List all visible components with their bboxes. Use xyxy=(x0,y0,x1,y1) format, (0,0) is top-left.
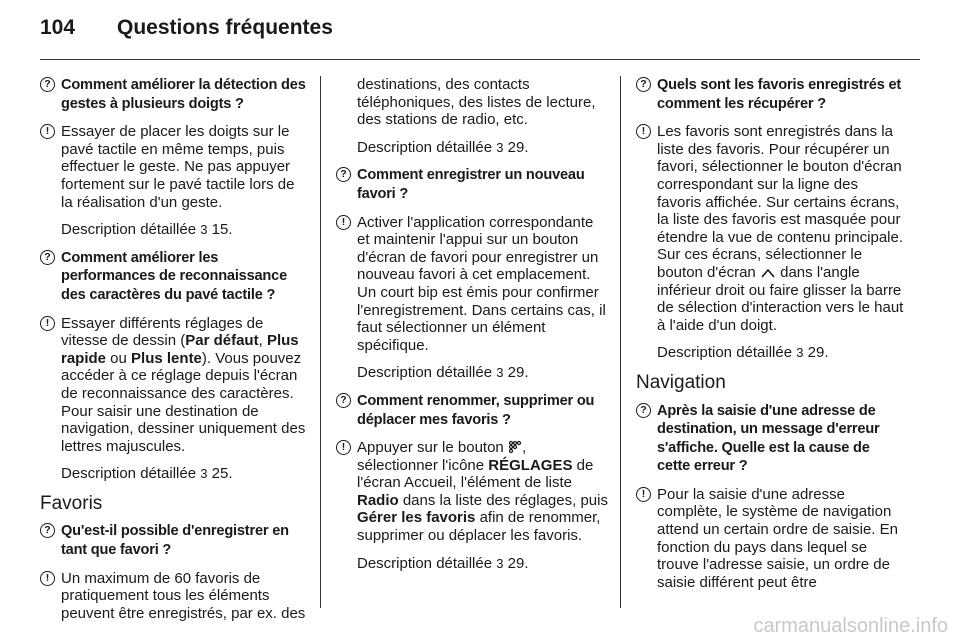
reference-arrow-icon: 3 xyxy=(496,139,504,155)
column-divider xyxy=(620,76,621,608)
column-1 xyxy=(40,76,308,632)
question-block xyxy=(40,76,308,113)
answer-text: Un maximum de 60 favoris de pratiquement tous les éléments peuvent être enregistrés, par ex. des xyxy=(61,569,306,622)
answer-block xyxy=(636,486,904,592)
answer-block: ! Appuyer sur le bouton , sélectionner l'icône RÉGLAGES de l'écran Accueil, l'élément de liste Radio dans la liste des réglages, puis Gérer les favoris afin de renommer, supprimer ou déplacer les favoris. xyxy=(336,439,608,545)
reference-arrow-icon: 3 xyxy=(796,345,804,361)
question-block xyxy=(636,402,904,476)
page-number: 104 xyxy=(40,16,76,39)
question-text: Qu'est-il possible d'enregistrer en tant que favori ? xyxy=(61,523,289,559)
detail-reference: Description détaillée 3 25. xyxy=(61,465,233,483)
column-2 xyxy=(336,76,608,582)
answer-icon: ! xyxy=(636,124,651,139)
question-text: Quels sont les favoris enregistrés et comment les récupérer ? xyxy=(657,77,902,112)
question-icon: ? xyxy=(40,250,55,265)
answer-block xyxy=(336,214,608,355)
question-text: Comment améliorer les performances de reconnaissance des caractères du pavé tactile ? xyxy=(61,249,287,303)
reference-arrow-icon: 3 xyxy=(496,365,504,381)
watermark: carmanualsonline.info xyxy=(753,615,948,637)
answer-icon: ! xyxy=(40,571,55,586)
question-icon: ? xyxy=(40,523,55,538)
answer-block: ! Essayer différents réglages de vitesse de dessin (Par défaut, Plus rapide ou Plus lente). Vous pouvez accéder à ce réglage depuis l'écran de reconnaissance des caractères. Pour saisir une destination de navigation, dessiner uniquement des lettres majuscules. xyxy=(40,315,308,456)
question-block xyxy=(40,249,308,305)
question-block xyxy=(336,166,608,203)
answer-block: ! Les favoris sont enregistrés dans la liste des favoris. Pour récupérer un favori, sélectionner le bouton d'écran correspondant sur la ligne des favoris affichée. Sur certains écrans, la liste des favoris est masquée pour étendre la vue de contenu principale. Sur ces écrans, sélectionner le bouton d'écran dans l'angle inférieur droit ou faire glisser la barre de sélection d'interaction vers le haut à l'aide d'un doigt. xyxy=(636,123,904,334)
question-text: Comment renommer, supprimer ou déplacer mes favoris ? xyxy=(357,392,595,428)
detail-reference: Description détaillée 3 29. xyxy=(657,344,829,362)
answer-icon: ! xyxy=(40,316,55,331)
detail-reference: Description détaillée 3 29. xyxy=(357,364,529,382)
reference-arrow-icon: 3 xyxy=(200,222,208,238)
header-rule xyxy=(40,59,920,60)
reference-arrow-icon: 3 xyxy=(496,555,504,571)
detail-reference: Description détaillée 3 15. xyxy=(61,221,233,239)
page-title: Questions fréquentes xyxy=(117,16,333,39)
answer-icon: ! xyxy=(336,440,351,455)
column-3 xyxy=(636,76,904,601)
answer-icon: ! xyxy=(40,124,55,139)
answer-text: Pour la saisie d'une adresse complète, le système de navigation attend un certain ordre de saisie. En fonction du pays dans lequel se trouve l'adresse saisie, un ordre de saisie différent peut être xyxy=(657,485,898,591)
answer-text: Essayer de placer les doigts sur le pavé tactile en même temps, puis effectuer le geste. Ne pas appuyer fortement sur le pavé tactile lors de la réalisation d'un geste. xyxy=(61,123,295,211)
answer-block xyxy=(40,123,308,211)
question-block xyxy=(40,522,308,559)
question-text: Après la saisie d'une adresse de destination, un message d'erreur s'affiche. Quelle est la cause de cette erreur ? xyxy=(657,402,880,475)
detail-reference: Description détaillée 3 29. xyxy=(357,138,529,156)
question-block xyxy=(636,76,904,113)
question-icon: ? xyxy=(636,77,651,92)
reference-arrow-icon: 3 xyxy=(200,466,208,482)
section-heading: Favoris xyxy=(40,492,103,514)
question-text: Comment enregistrer un nouveau favori ? xyxy=(357,167,585,202)
answer-continuation: destinations, des contacts téléphoniques, des listes de lecture, des stations de radio, etc. xyxy=(357,76,596,129)
apps-icon xyxy=(508,440,522,454)
question-icon: ? xyxy=(636,403,651,418)
answer-icon: ! xyxy=(636,487,651,502)
page-header xyxy=(40,16,333,40)
chevron-up-icon xyxy=(760,267,776,279)
answer-block xyxy=(40,570,308,623)
detail-reference: Description détaillée 3 29. xyxy=(357,554,529,572)
section-heading: Navigation xyxy=(636,371,726,393)
question-block xyxy=(336,392,608,429)
question-icon: ? xyxy=(336,167,351,182)
column-divider xyxy=(320,76,321,608)
question-text: Comment améliorer la détection des gestes à plusieurs doigts ? xyxy=(61,77,306,112)
question-icon: ? xyxy=(336,393,351,408)
question-icon: ? xyxy=(40,77,55,92)
answer-icon: ! xyxy=(336,215,351,230)
answer-text: Activer l'application correspondante et maintenir l'appui sur un bouton d'écran de favori pour enregistrer un nouveau favori à cet emplacement. Un court bip est émis pour confirmer l'enregistrement. Dans certains cas, il faut sélectionner un élément spécifique. xyxy=(357,213,606,354)
